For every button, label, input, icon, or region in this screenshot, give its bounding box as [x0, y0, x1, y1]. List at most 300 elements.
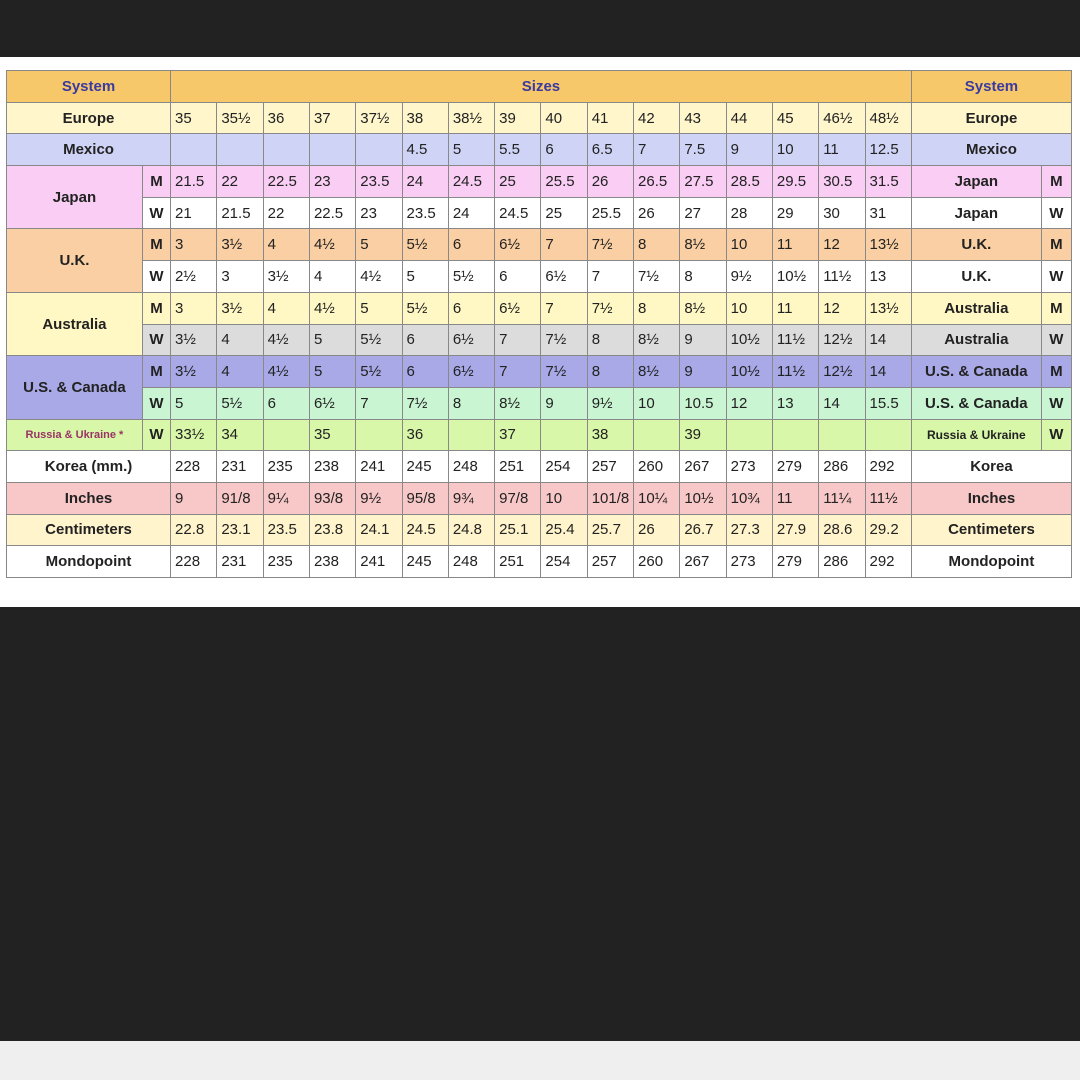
size-cell: 23 — [309, 166, 355, 198]
size-cell: 12.5 — [865, 134, 911, 166]
size-cell: 251 — [495, 451, 541, 483]
size-cell: 9 — [171, 482, 217, 514]
gender-label: W — [142, 324, 170, 356]
size-cell: 5 — [448, 134, 494, 166]
size-cell: 11 — [772, 229, 818, 261]
size-cell: 101/8 — [587, 482, 633, 514]
size-cell: 6.5 — [587, 134, 633, 166]
size-cell — [217, 134, 263, 166]
size-cell — [309, 134, 355, 166]
row-centimeters — [7, 514, 1072, 546]
size-cell: 8 — [680, 261, 726, 293]
size-cell: 10½ — [726, 324, 772, 356]
size-cell: 7.5 — [680, 134, 726, 166]
system-label-right: Russia & Ukraine — [911, 419, 1041, 451]
size-cell: 36 — [263, 102, 309, 134]
size-cell: 26.7 — [680, 514, 726, 546]
size-cell: 6 — [448, 229, 494, 261]
size-cell: 10.5 — [680, 387, 726, 419]
size-cell: 228 — [171, 451, 217, 483]
size-cell: 8½ — [634, 324, 680, 356]
size-cell: 286 — [819, 451, 865, 483]
size-cell: 9 — [680, 324, 726, 356]
size-cell: 4½ — [356, 261, 402, 293]
size-cell: 5½ — [356, 356, 402, 388]
size-cell: 7½ — [587, 229, 633, 261]
size-cell: 3 — [171, 292, 217, 324]
size-cell — [263, 419, 309, 451]
system-label-right: U.S. & Canada — [911, 356, 1041, 388]
size-cell: 23.8 — [309, 514, 355, 546]
size-cell: 267 — [680, 451, 726, 483]
size-cell: 5 — [309, 356, 355, 388]
gender-label: W — [142, 261, 170, 293]
size-cell: 21.5 — [171, 166, 217, 198]
size-cell: 7 — [541, 229, 587, 261]
size-cell: 10¾ — [726, 482, 772, 514]
size-cell: 8½ — [495, 387, 541, 419]
size-cell: 4½ — [309, 229, 355, 261]
size-cell: 10 — [772, 134, 818, 166]
size-cell: 7½ — [541, 324, 587, 356]
system-label-right: Japan — [911, 166, 1041, 198]
size-cell: 4.5 — [402, 134, 448, 166]
size-cell: 39 — [680, 419, 726, 451]
size-cell: 21 — [171, 197, 217, 229]
gender-label: W — [142, 419, 170, 451]
size-cell: 5½ — [402, 292, 448, 324]
system-label-right: Mondopoint — [911, 546, 1071, 578]
size-cell: 8 — [634, 229, 680, 261]
gender-label-right: W — [1041, 419, 1071, 451]
size-cell — [171, 134, 217, 166]
size-cell: 42 — [634, 102, 680, 134]
size-cell: 3 — [171, 229, 217, 261]
size-cell: 8 — [587, 356, 633, 388]
size-cell: 273 — [726, 546, 772, 578]
size-cell: 3½ — [263, 261, 309, 293]
size-cell: 4½ — [263, 324, 309, 356]
size-cell: 22 — [263, 197, 309, 229]
system-label: Mondopoint — [7, 546, 171, 578]
size-cell: 26.5 — [634, 166, 680, 198]
system-label: Korea (mm.) — [7, 451, 171, 483]
size-cell: 28.6 — [819, 514, 865, 546]
row-inches — [7, 482, 1072, 514]
size-cell — [772, 419, 818, 451]
system-label-right: Europe — [911, 102, 1071, 134]
size-cell: 260 — [634, 546, 680, 578]
row-korea — [7, 451, 1072, 483]
size-cell: 24.1 — [356, 514, 402, 546]
size-cell: 28 — [726, 197, 772, 229]
size-cell: 27.3 — [726, 514, 772, 546]
size-cell: 23.5 — [402, 197, 448, 229]
size-cell: 22 — [217, 166, 263, 198]
size-cell: 279 — [772, 451, 818, 483]
size-cell: 251 — [495, 546, 541, 578]
size-cell: 257 — [587, 546, 633, 578]
row-mexico — [7, 134, 1072, 166]
size-cell — [865, 419, 911, 451]
size-cell: 22.5 — [263, 166, 309, 198]
size-cell: 3½ — [171, 356, 217, 388]
row-us-canada-w — [7, 387, 1072, 419]
size-cell: 9 — [680, 356, 726, 388]
size-cell: 6 — [402, 324, 448, 356]
size-cell: 11½ — [772, 356, 818, 388]
size-cell: 257 — [587, 451, 633, 483]
size-cell: 25.7 — [587, 514, 633, 546]
gender-label-right: M — [1041, 292, 1071, 324]
size-cell: 6½ — [448, 324, 494, 356]
size-cell: 36 — [402, 419, 448, 451]
size-cell: 4 — [217, 356, 263, 388]
size-cell: 30 — [819, 197, 865, 229]
size-cell: 6 — [495, 261, 541, 293]
size-cell: 30.5 — [819, 166, 865, 198]
size-cell: 25.4 — [541, 514, 587, 546]
size-cell: 11½ — [819, 261, 865, 293]
row-japan-m — [7, 166, 1072, 198]
system-label: Mexico — [7, 134, 171, 166]
size-cell: 3½ — [217, 292, 263, 324]
size-cell: 10¼ — [634, 482, 680, 514]
size-cell — [356, 419, 402, 451]
gender-label-right: W — [1041, 324, 1071, 356]
size-cell: 235 — [263, 451, 309, 483]
size-cell: 6 — [402, 356, 448, 388]
size-cell: 37 — [495, 419, 541, 451]
row-australia-m — [7, 292, 1072, 324]
size-cell: 27.5 — [680, 166, 726, 198]
size-cell: 10½ — [726, 356, 772, 388]
size-cell: 31 — [865, 197, 911, 229]
size-cell: 12 — [819, 229, 865, 261]
size-cell: 43 — [680, 102, 726, 134]
size-cell: 38 — [587, 419, 633, 451]
size-cell: 7½ — [541, 356, 587, 388]
system-label-right: Korea — [911, 451, 1071, 483]
size-cell: 27.9 — [772, 514, 818, 546]
size-cell: 24.5 — [402, 514, 448, 546]
bottom-strip — [0, 1041, 1080, 1080]
row-australia-w — [7, 324, 1072, 356]
size-cell: 35 — [309, 419, 355, 451]
size-cell: 23.5 — [263, 514, 309, 546]
size-cell: 279 — [772, 546, 818, 578]
size-cell: 273 — [726, 451, 772, 483]
system-label-right: U.K. — [911, 229, 1041, 261]
size-cell: 45 — [772, 102, 818, 134]
size-cell: 29.2 — [865, 514, 911, 546]
size-cell: 22.8 — [171, 514, 217, 546]
size-cell: 24.5 — [448, 166, 494, 198]
size-cell: 4 — [217, 324, 263, 356]
header-system-right: System — [911, 71, 1071, 103]
size-cell: 248 — [448, 451, 494, 483]
size-cell: 39 — [495, 102, 541, 134]
size-cell: 38½ — [448, 102, 494, 134]
size-cell: 15.5 — [865, 387, 911, 419]
gender-label-right: W — [1041, 197, 1071, 229]
size-cell: 7½ — [634, 261, 680, 293]
gender-label-right: M — [1041, 229, 1071, 261]
system-label-right: U.S. & Canada — [911, 387, 1041, 419]
size-cell: 5 — [356, 292, 402, 324]
size-cell: 11 — [772, 482, 818, 514]
size-cell: 7 — [634, 134, 680, 166]
header-system-left: System — [7, 71, 171, 103]
size-cell: 267 — [680, 546, 726, 578]
size-cell: 6½ — [495, 292, 541, 324]
gender-label-right: M — [1041, 166, 1071, 198]
size-cell: 5 — [356, 229, 402, 261]
system-label-right: Australia — [911, 292, 1041, 324]
size-cell: 4 — [263, 229, 309, 261]
size-cell: 35 — [171, 102, 217, 134]
size-cell: 11 — [819, 134, 865, 166]
system-label: Australia — [7, 292, 143, 355]
gender-label: M — [142, 229, 170, 261]
size-cell: 10½ — [680, 482, 726, 514]
size-cell — [356, 134, 402, 166]
size-cell: 95/8 — [402, 482, 448, 514]
size-cell: 12½ — [819, 356, 865, 388]
system-label-right: Inches — [911, 482, 1071, 514]
size-cell: 9¾ — [448, 482, 494, 514]
size-cell: 6 — [541, 134, 587, 166]
size-cell: 25.5 — [541, 166, 587, 198]
size-cell: 38 — [402, 102, 448, 134]
size-cell: 24 — [448, 197, 494, 229]
size-cell: 6½ — [495, 229, 541, 261]
size-cell: 248 — [448, 546, 494, 578]
size-cell: 5½ — [448, 261, 494, 293]
size-cell: 7 — [495, 356, 541, 388]
size-cell: 29.5 — [772, 166, 818, 198]
gender-label: W — [142, 387, 170, 419]
size-cell: 8 — [587, 324, 633, 356]
gender-label-right: W — [1041, 387, 1071, 419]
size-cell: 5½ — [402, 229, 448, 261]
size-cell: 8½ — [680, 229, 726, 261]
row-uk-m — [7, 229, 1072, 261]
size-cell: 23.5 — [356, 166, 402, 198]
size-cell: 26 — [587, 166, 633, 198]
size-cell: 6 — [448, 292, 494, 324]
size-cell: 4 — [263, 292, 309, 324]
size-cell: 28.5 — [726, 166, 772, 198]
size-cell: 37½ — [356, 102, 402, 134]
size-cell: 8 — [634, 292, 680, 324]
system-label: Russia & Ukraine * — [7, 419, 143, 451]
system-label: Inches — [7, 482, 171, 514]
size-cell: 40 — [541, 102, 587, 134]
size-cell: 12 — [819, 292, 865, 324]
size-cell: 3½ — [217, 229, 263, 261]
size-cell: 24 — [402, 166, 448, 198]
size-cell: 11½ — [865, 482, 911, 514]
size-cell: 241 — [356, 451, 402, 483]
size-cell: 10 — [726, 292, 772, 324]
size-cell: 46½ — [819, 102, 865, 134]
size-cell: 34 — [217, 419, 263, 451]
size-cell: 5.5 — [495, 134, 541, 166]
row-japan-w — [7, 197, 1072, 229]
size-cell: 4½ — [309, 292, 355, 324]
size-cell: 14 — [819, 387, 865, 419]
size-cell: 33½ — [171, 419, 217, 451]
row-us-canada-m — [7, 356, 1072, 388]
system-label: U.S. & Canada — [7, 356, 143, 419]
size-cell: 5 — [309, 324, 355, 356]
size-cell: 11 — [772, 292, 818, 324]
size-cell: 13 — [865, 261, 911, 293]
size-cell: 8 — [448, 387, 494, 419]
size-cell — [819, 419, 865, 451]
size-cell: 292 — [865, 546, 911, 578]
size-cell — [541, 419, 587, 451]
gender-label: W — [142, 197, 170, 229]
size-cell: 10 — [541, 482, 587, 514]
header-sizes: Sizes — [171, 71, 912, 103]
size-cell: 254 — [541, 546, 587, 578]
size-cell: 7 — [587, 261, 633, 293]
size-cell: 25.1 — [495, 514, 541, 546]
size-cell: 245 — [402, 451, 448, 483]
row-mondopoint — [7, 546, 1072, 578]
size-cell: 7 — [541, 292, 587, 324]
size-cell: 26 — [634, 197, 680, 229]
size-cell: 5 — [402, 261, 448, 293]
size-cell: 12 — [726, 387, 772, 419]
size-cell: 25 — [541, 197, 587, 229]
size-cell: 23.1 — [217, 514, 263, 546]
system-label: Japan — [7, 166, 143, 229]
size-cell: 9½ — [356, 482, 402, 514]
gender-label-right: M — [1041, 356, 1071, 388]
system-label: U.K. — [7, 229, 143, 292]
size-cell: 44 — [726, 102, 772, 134]
size-cell — [448, 419, 494, 451]
size-cell: 245 — [402, 546, 448, 578]
size-cell: 93/8 — [309, 482, 355, 514]
size-cell: 8½ — [680, 292, 726, 324]
row-russia-ukraine — [7, 419, 1072, 451]
size-cell: 7 — [356, 387, 402, 419]
system-label-right: Centimeters — [911, 514, 1071, 546]
size-cell: 26 — [634, 514, 680, 546]
system-label: Europe — [7, 102, 171, 134]
header-row — [7, 71, 1072, 103]
system-label-right: Japan — [911, 197, 1041, 229]
size-cell: 286 — [819, 546, 865, 578]
gender-label: M — [142, 166, 170, 198]
size-cell: 27 — [680, 197, 726, 229]
size-cell: 238 — [309, 451, 355, 483]
size-cell: 23 — [356, 197, 402, 229]
size-cell: 7 — [495, 324, 541, 356]
size-cell: 48½ — [865, 102, 911, 134]
size-cell: 5 — [171, 387, 217, 419]
size-cell — [634, 419, 680, 451]
size-cell: 3 — [217, 261, 263, 293]
size-cell: 14 — [865, 356, 911, 388]
size-cell: 9½ — [726, 261, 772, 293]
size-cell: 14 — [865, 324, 911, 356]
size-cell: 10½ — [772, 261, 818, 293]
size-cell: 241 — [356, 546, 402, 578]
size-cell: 13 — [772, 387, 818, 419]
size-cell: 231 — [217, 451, 263, 483]
gender-label: M — [142, 356, 170, 388]
size-cell: 4½ — [263, 356, 309, 388]
row-uk-w — [7, 261, 1072, 293]
size-cell: 22.5 — [309, 197, 355, 229]
size-cell: 13½ — [865, 292, 911, 324]
size-cell: 8½ — [634, 356, 680, 388]
top-dark-band — [0, 0, 1080, 57]
size-cell: 11½ — [772, 324, 818, 356]
size-cell: 21.5 — [217, 197, 263, 229]
gender-label: M — [142, 292, 170, 324]
size-cell: 5½ — [217, 387, 263, 419]
size-cell: 6½ — [541, 261, 587, 293]
size-cell: 25.5 — [587, 197, 633, 229]
size-cell: 235 — [263, 546, 309, 578]
size-cell: 254 — [541, 451, 587, 483]
shoe-size-conversion-table — [6, 70, 1072, 578]
size-cell: 3½ — [171, 324, 217, 356]
size-cell: 24.5 — [495, 197, 541, 229]
system-label: Centimeters — [7, 514, 171, 546]
size-cell: 292 — [865, 451, 911, 483]
size-cell: 9 — [726, 134, 772, 166]
size-cell — [726, 419, 772, 451]
size-cell: 231 — [217, 546, 263, 578]
size-cell: 2½ — [171, 261, 217, 293]
size-cell: 7½ — [587, 292, 633, 324]
size-cell: 228 — [171, 546, 217, 578]
system-label-right: U.K. — [911, 261, 1041, 293]
size-cell: 9¼ — [263, 482, 309, 514]
size-cell: 91/8 — [217, 482, 263, 514]
size-cell: 7½ — [402, 387, 448, 419]
size-cell: 5½ — [356, 324, 402, 356]
size-cell: 31.5 — [865, 166, 911, 198]
gender-label-right: W — [1041, 261, 1071, 293]
row-europe — [7, 102, 1072, 134]
size-cell: 97/8 — [495, 482, 541, 514]
size-cell: 13½ — [865, 229, 911, 261]
size-cell: 9½ — [587, 387, 633, 419]
size-cell: 10 — [634, 387, 680, 419]
size-cell: 238 — [309, 546, 355, 578]
size-cell: 4 — [309, 261, 355, 293]
size-cell: 37 — [309, 102, 355, 134]
system-label-right: Australia — [911, 324, 1041, 356]
size-cell: 25 — [495, 166, 541, 198]
size-cell: 29 — [772, 197, 818, 229]
size-cell: 24.8 — [448, 514, 494, 546]
system-label-right: Mexico — [911, 134, 1071, 166]
size-cell: 11¼ — [819, 482, 865, 514]
size-cell: 9 — [541, 387, 587, 419]
size-cell: 6½ — [448, 356, 494, 388]
size-cell: 6½ — [309, 387, 355, 419]
size-cell: 35½ — [217, 102, 263, 134]
